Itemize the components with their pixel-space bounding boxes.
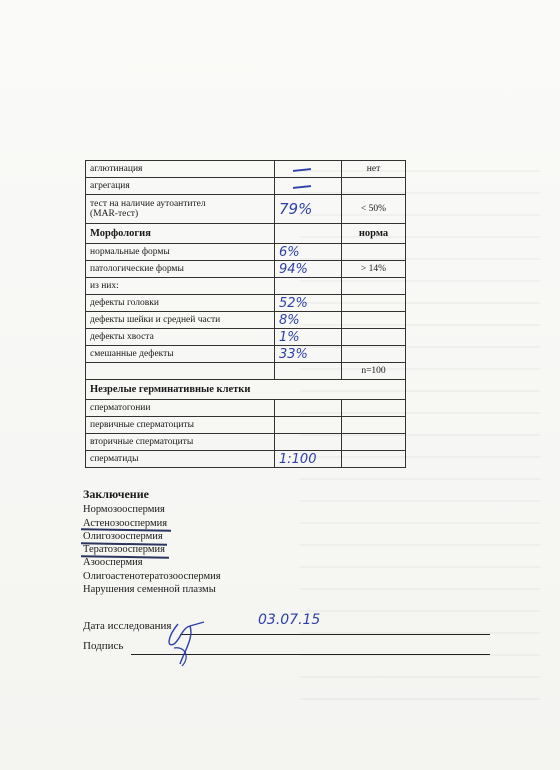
signature-scribble	[160, 618, 220, 670]
row-value	[275, 363, 342, 380]
table-row	[86, 380, 406, 400]
row-value	[275, 295, 342, 312]
row-label: тест на наличие аутоантител (MAR-тест)	[86, 195, 275, 224]
row-norm	[342, 329, 406, 346]
row-label: первичные сперматоциты	[86, 417, 275, 434]
table-row	[86, 295, 406, 312]
row-norm	[342, 400, 406, 417]
row-label: дефекты хвоста	[86, 329, 275, 346]
row-norm: норма	[342, 224, 406, 244]
conclusion-block	[83, 488, 221, 596]
table-row	[86, 261, 406, 278]
conclusion-item: Нарушения семенной плазмы	[83, 584, 216, 596]
row-label: нормальные формы	[86, 244, 275, 261]
table-row	[86, 329, 406, 346]
row-value	[275, 195, 342, 224]
table-row	[86, 400, 406, 417]
handwritten-value: 1%	[279, 329, 300, 345]
table-row	[86, 278, 406, 295]
table-row	[86, 195, 406, 224]
row-value	[275, 312, 342, 329]
row-norm	[342, 312, 406, 329]
row-value	[275, 346, 342, 363]
section-heading: Морфология	[86, 224, 275, 244]
row-label: дефекты головки	[86, 295, 275, 312]
row-norm	[342, 417, 406, 434]
table-row	[86, 451, 406, 468]
date-row	[83, 612, 321, 632]
handwritten-date: 03.07.15	[258, 612, 321, 628]
row-value	[275, 451, 342, 468]
row-norm	[342, 346, 406, 363]
conclusion-item: Азооспермия	[83, 557, 143, 569]
row-value	[275, 224, 342, 244]
row-label	[86, 363, 275, 380]
handwritten-value: 94%	[279, 261, 308, 277]
row-value	[275, 434, 342, 451]
row-label: из них:	[86, 278, 275, 295]
row-label: сперматогонии	[86, 400, 275, 417]
row-value	[275, 161, 342, 178]
date-label: Дата исследования	[83, 620, 172, 632]
row-label: аглютинация	[86, 161, 275, 178]
row-norm	[342, 434, 406, 451]
conclusion-item-underlined: Олигозооспермия	[83, 530, 163, 542]
table-row	[86, 312, 406, 329]
row-value	[275, 178, 342, 195]
handwritten-value: 33%	[279, 346, 308, 362]
table-row	[86, 346, 406, 363]
row-value	[275, 329, 342, 346]
signature-row	[83, 640, 123, 652]
table-row	[86, 417, 406, 434]
row-label: дефекты шейки и средней части	[86, 312, 275, 329]
section-heading: Незрелые герминативные клетки	[86, 380, 406, 400]
row-value	[275, 261, 342, 278]
row-value	[275, 244, 342, 261]
table-row	[86, 244, 406, 261]
sample-size: n=100	[342, 363, 406, 380]
conclusion-title: Заключение	[83, 487, 149, 501]
conclusion-item-underlined: Астенозооспермия	[83, 517, 168, 529]
handwritten-value: 52%	[279, 295, 308, 311]
table-row	[86, 434, 406, 451]
row-norm	[342, 178, 406, 195]
handwritten-value: 8%	[279, 312, 300, 328]
conclusion-item: Нормозооспермия	[83, 504, 165, 516]
handwritten-value: 1:100	[279, 451, 317, 467]
handwritten-value: 6%	[279, 244, 300, 260]
row-label: патологические формы	[86, 261, 275, 278]
row-norm	[342, 244, 406, 261]
row-norm: нет	[342, 161, 406, 178]
row-value	[275, 278, 342, 295]
results-table	[85, 160, 406, 468]
table-row	[86, 363, 406, 380]
row-norm: < 50%	[342, 195, 406, 224]
signature-label: Подпись	[83, 640, 124, 652]
row-norm	[342, 295, 406, 312]
table-row	[86, 161, 406, 178]
row-norm	[342, 278, 406, 295]
row-label: вторичные сперматоциты	[86, 434, 275, 451]
row-norm	[342, 451, 406, 468]
conclusion-item-underlined: Тератозооспермия	[83, 544, 165, 556]
conclusion-item: Олигоастенотератозооспермия	[83, 570, 221, 582]
row-value	[275, 400, 342, 417]
row-norm: > 14%	[342, 261, 406, 278]
table-row	[86, 224, 406, 244]
handwritten-dash	[293, 185, 311, 189]
row-label: сперматиды	[86, 451, 275, 468]
row-label: смешанные дефекты	[86, 346, 275, 363]
date-underline	[180, 634, 490, 635]
row-label: агрегация	[86, 178, 275, 195]
table-row	[86, 178, 406, 195]
handwritten-dash	[293, 168, 311, 172]
handwritten-value: 79%	[279, 200, 313, 218]
row-value	[275, 417, 342, 434]
